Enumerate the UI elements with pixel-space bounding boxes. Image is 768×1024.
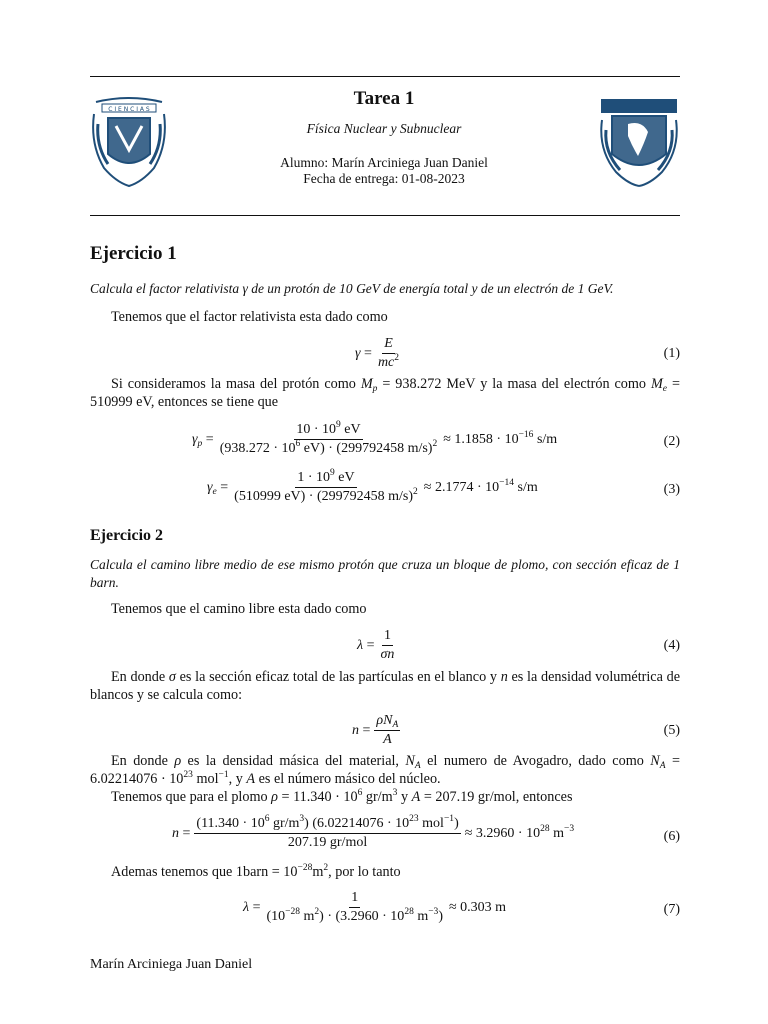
equation-6: n = $\frac{(11.340 \cdot 10^6 gr/m^3) (6.02214076 \cdot 10^{23} mol^{-1})}{\text{207.19 gr/mol}}$ ≈ $3.2960 \cdot 10^{28}$ $m^{-3}$ [172, 814, 575, 850]
header-top-rule [90, 76, 680, 77]
exercise-2-barn-text: Ademas tenemos que 1barn = $10^{-28}m^2$, por lo tanto [111, 863, 401, 880]
exercise-2-rho-text: En donde ρ es la densidad másica del material, $N_A$ el numero de Avogadro, dado como $N_A = 6.02214076 \cdot 10^{23}$ mol$^{-1}$, y A es el número másico del núcleo. [90, 753, 680, 787]
equation-4: λ = $\frac{1}{\sigma n}$ [357, 628, 395, 662]
exercise-2-density-text: En donde σ es la sección eficaz total de las partículas en el blanco y n es la densidad volumétrica de blancos y se calcula como: [90, 669, 681, 703]
equation-number-1: (1) [663, 346, 680, 361]
equation-number-4: (4) [663, 638, 680, 653]
section-heading-ejercicio-2: Ejercicio 2 [90, 527, 164, 544]
student-name: Alumno: Marín Arciniega Juan Daniel [280, 155, 488, 170]
section-heading-ejercicio-1: Ejercicio 1 [90, 243, 177, 264]
equation-number-3: (3) [663, 482, 680, 497]
equation-number-6: (6) [663, 829, 680, 844]
equation-5: n = $\frac{\rho N_A}{A}$ [352, 713, 399, 747]
equation-3: $\gamma_e$ = $\frac{1 \cdot 10^9 eV}{(510999 eV) \cdot (299792458 m/s)^2}$ ≈ $2.1774 \cdot 10^{-14}$ s/m [207, 468, 538, 504]
exercise-1-masses-text: Si consideramos la masa del protón como $M_p = 938.272$ MeV y la masa del electrón como $M_e = 510999$ eV, entonces se tiene que [90, 376, 680, 410]
equation-number-5: (5) [663, 723, 680, 738]
exercise-1-prompt: Calcula el factor relativista γ de un protón de 10 GeV de energía total y de un electrón de 1 GeV. [90, 281, 614, 296]
exercise-1-intro: Tenemos que el factor relativista esta dado como [111, 309, 388, 325]
seal-lettering: C I E N C I A S [108, 106, 150, 113]
equation-number-7: (7) [663, 902, 680, 917]
footer-author: Marín Arciniega Juan Daniel [90, 957, 253, 972]
document-title: Tarea 1 [353, 88, 415, 109]
equation-1: γ = $\frac{E}{mc^2}$ [355, 336, 400, 370]
equation-7: λ = $\frac{1}{(10^{-28} m^2) \cdot (3.2960 \cdot 10^{28} m^{-3})}$ ≈ 0.303 m [243, 890, 507, 924]
exercise-2-prompt: Calcula el camino libre medio de ese mismo protón que cruza un bloque de plomo, con sección eficaz de 1 barn. [90, 557, 680, 590]
document-subtitle: Física Nuclear y Subnuclear [306, 121, 462, 136]
equation-number-2: (2) [663, 434, 680, 449]
exercise-2-lead-text: Tenemos que para el plomo $\rho = 11.340 \cdot 10^6$ $gr/m^3$ y A = 207.19 gr/mol, entonces [111, 788, 573, 805]
header-bottom-rule [90, 215, 680, 216]
exercise-2-intro: Tenemos que el camino libre esta dado como [111, 601, 367, 617]
due-date: Fecha de entrega: 01-08-2023 [303, 171, 465, 186]
equation-2: $\gamma_p$ = $\frac{10 \cdot 10^9 eV}{(938.272 \cdot 10^6 eV) \cdot (299792458 m/s)^2}$ ≈ $1.1858 \cdot 10^{-16}$ s/m [192, 420, 558, 456]
